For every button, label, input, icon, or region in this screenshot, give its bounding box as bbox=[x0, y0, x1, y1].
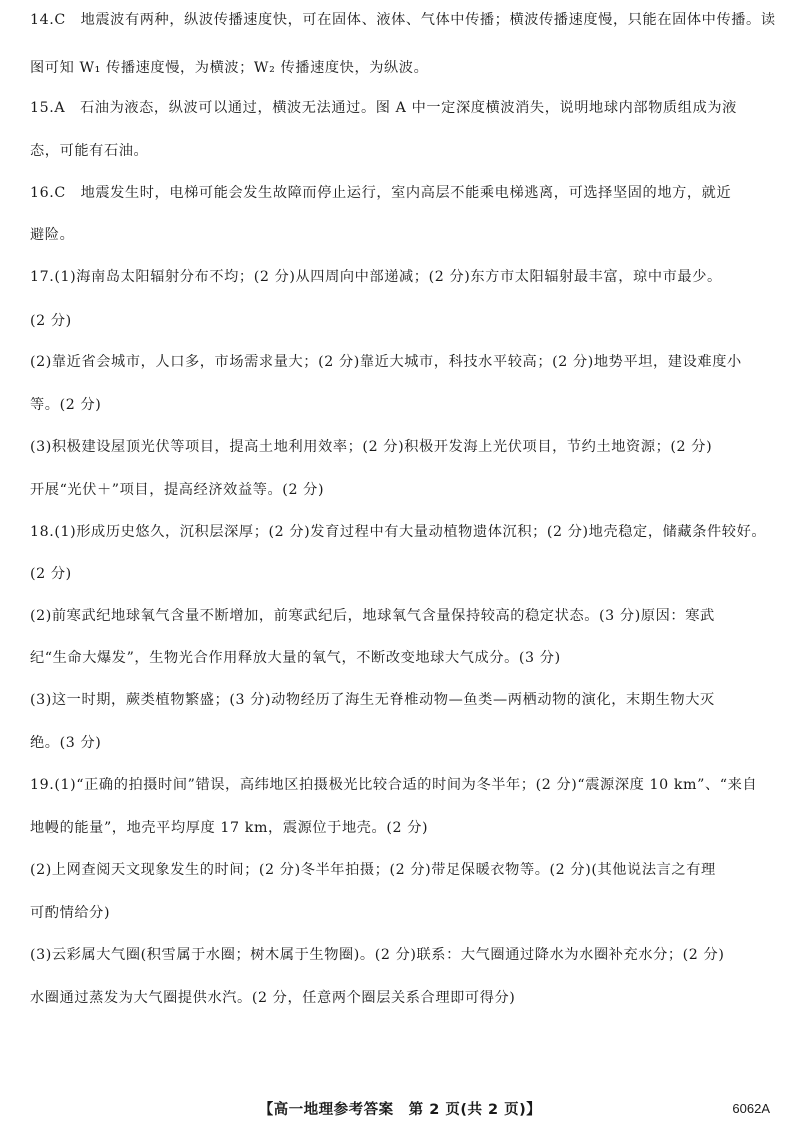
footer-exam-code: 6062A bbox=[732, 1101, 770, 1116]
answer-16-line-2: 避险。 bbox=[30, 227, 75, 243]
answer-18-line-2: (2 分) bbox=[30, 566, 72, 582]
answer-18-line-5: (3)这一时期，蕨类植物繁盛；(3 分)动物经历了海生无脊椎动物—鱼类—两栖动物的演化，末期生物大灭 bbox=[30, 692, 715, 708]
answer-17-line-5: (3)积极建设屋顶光伏等项目，提高土地利用效率；(2 分)积极开发海上光伏项目，节约土地资源；(2 分) bbox=[30, 439, 713, 455]
footer-page-title: 【高一地理参考答案 第 2 页(共 2 页)】 bbox=[258, 1102, 542, 1118]
answer-19-line-3: (2)上网查阅天文现象发生的时间；(2 分)冬半年拍摄；(2 分)带足保暖衣物等。(2 分)(其他说法言之有理 bbox=[30, 862, 716, 878]
answer-19-line-1: 19.(1)“正确的拍摄时间”错误，高纬地区拍摄极光比较合适的时间为冬半年；(2 分)“震源深度 10 km”、“来自 bbox=[30, 777, 758, 793]
answer-16-line-1: 16.C 地震发生时，电梯可能会发生故障而停止运行，室内高层不能乘电梯逃离，可选择坚固的地方，就近 bbox=[30, 185, 732, 201]
answer-19-line-6: 水圈通过蒸发为大气圈提供水汽。(2 分，任意两个圈层关系合理即可得分) bbox=[30, 990, 516, 1006]
answer-19-line-5: (3)云彩属大气圈(积雪属于水圈；树木属于生物圈)。(2 分)联系：大气圈通过降水为水圈补充水分；(2 分) bbox=[30, 947, 725, 963]
answer-19-line-2: 地幔的能量”，地壳平均厚度 17 km，震源位于地壳。(2 分) bbox=[30, 820, 429, 836]
answer-18-line-4: 纪“生命大爆发”，生物光合作用释放大量的氧气，不断改变地球大气成分。(3 分) bbox=[30, 650, 561, 666]
answer-17-line-3: (2)靠近省会城市，人口多，市场需求量大；(2 分)靠近大城市，科技水平较高；(2 分)地势平坦，建设难度小 bbox=[30, 354, 742, 370]
answer-19-line-4: 可酌情给分) bbox=[30, 905, 111, 921]
answer-14-line-2: 图可知 W₁ 传播速度慢，为横波；W₂ 传播速度快，为纵波。 bbox=[30, 60, 429, 76]
answer-17-line-6: 开展“光伏＋”项目，提高经济效益等。(2 分) bbox=[30, 482, 325, 498]
answer-14-line-1: 14.C 地震波有两种，纵波传播速度快，可在固体、液体、气体中传播；横波传播速度慢，只能在固体中传播。读 bbox=[30, 12, 776, 28]
answer-17-line-1: 17.(1)海南岛太阳辐射分布不均；(2 分)从四周向中部递减；(2 分)东方市太阳辐射最丰富，琼中市最少。 bbox=[30, 269, 722, 285]
answer-17-line-2: (2 分) bbox=[30, 313, 72, 329]
answer-15-line-1: 15.A 石油为液态，纵波可以通过，横波无法通过。图 A 中一定深度横波消失，说明地球内部物质组成为液 bbox=[30, 100, 737, 116]
answer-17-line-4: 等。(2 分) bbox=[30, 397, 102, 413]
answer-15-line-2: 态，可能有石油。 bbox=[30, 143, 149, 159]
answer-18-line-6: 绝。(3 分) bbox=[30, 735, 102, 751]
answer-18-line-3: (2)前寒武纪地球氧气含量不断增加，前寒武纪后，地球氧气含量保持较高的稳定状态。(3 分)原因：寒武 bbox=[30, 608, 715, 624]
answer-18-line-1: 18.(1)形成历史悠久，沉积层深厚；(2 分)发育过程中有大量动植物遗体沉积；(2 分)地壳稳定，储藏条件较好。 bbox=[30, 524, 767, 540]
